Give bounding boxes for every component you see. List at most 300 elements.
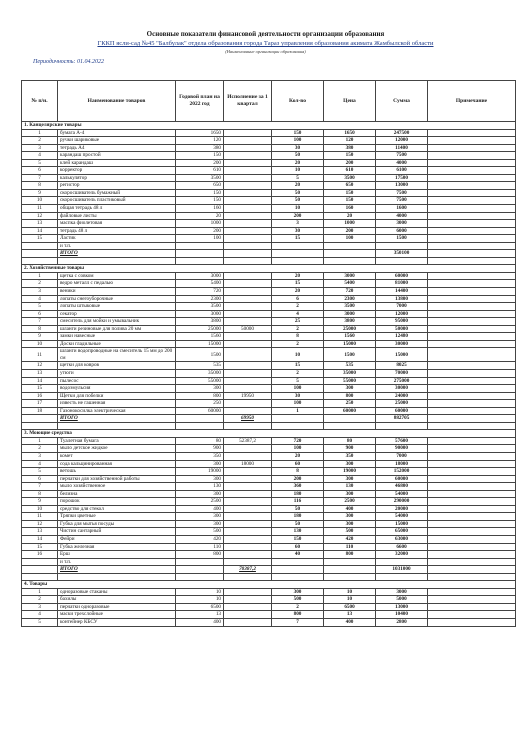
table-cell: 10 bbox=[22, 197, 58, 205]
table-cell: 57600 bbox=[376, 437, 428, 445]
table-cell bbox=[324, 415, 376, 423]
table-cell bbox=[176, 558, 224, 566]
table-cell bbox=[224, 159, 272, 167]
table-cell bbox=[376, 242, 428, 250]
table-cell bbox=[224, 611, 272, 619]
table-cell: 200 bbox=[176, 159, 224, 167]
note-cell bbox=[428, 205, 516, 213]
note-cell bbox=[428, 159, 516, 167]
table-cell: пылесос bbox=[58, 377, 176, 385]
table-cell bbox=[224, 212, 272, 220]
table-cell: лопаты снегоуборочные bbox=[58, 295, 176, 303]
table-cell: 2500 bbox=[324, 498, 376, 506]
note-cell bbox=[428, 619, 516, 627]
table-cell: 54000 bbox=[376, 513, 428, 521]
table-cell: 80 bbox=[324, 437, 376, 445]
note-cell bbox=[428, 318, 516, 326]
table-cell: 25000 bbox=[176, 325, 224, 333]
table-cell bbox=[224, 377, 272, 385]
table-row bbox=[22, 144, 516, 152]
table-cell: 8 bbox=[22, 490, 58, 498]
table-cell bbox=[324, 422, 376, 430]
document-title: Основные показатели финансовой деятельности организации образования bbox=[146, 30, 385, 38]
table-cell: 300 bbox=[324, 520, 376, 528]
note-cell bbox=[428, 611, 516, 619]
table-cell: 1 bbox=[22, 272, 58, 280]
table-cell bbox=[224, 543, 272, 551]
table-cell: 30000 bbox=[376, 340, 428, 348]
table-cell: 2 bbox=[22, 596, 58, 604]
table-row bbox=[22, 588, 516, 596]
table-cell bbox=[272, 422, 324, 430]
table-cell: 81000 bbox=[376, 280, 428, 288]
table-cell: 130 bbox=[272, 528, 324, 536]
table-cell: 2500 bbox=[176, 498, 224, 506]
table-cell: файловые листы bbox=[58, 212, 176, 220]
table-cell: 100 bbox=[272, 445, 324, 453]
table-cell: Ерш bbox=[58, 551, 176, 559]
table-cell: 535 bbox=[176, 362, 224, 370]
table-cell: 110 bbox=[176, 543, 224, 551]
table-cell: 400 bbox=[324, 505, 376, 513]
table-cell: 50 bbox=[272, 505, 324, 513]
table-cell: 1560 bbox=[324, 333, 376, 341]
table-row bbox=[22, 174, 516, 182]
table-cell bbox=[22, 566, 58, 574]
table-cell: 800 bbox=[176, 551, 224, 559]
note-cell bbox=[428, 400, 516, 408]
table-cell: 15 bbox=[22, 235, 58, 243]
table-cell: 500 bbox=[176, 528, 224, 536]
table-cell: одноразовые стаканы bbox=[58, 588, 176, 596]
table-cell: 15 bbox=[22, 543, 58, 551]
table-cell: 15 bbox=[22, 385, 58, 393]
table-row bbox=[22, 288, 516, 296]
table-cell: 152000 bbox=[376, 468, 428, 476]
table-row bbox=[22, 333, 516, 341]
table-cell bbox=[224, 362, 272, 370]
table-cell bbox=[428, 566, 516, 574]
table-cell: 20 bbox=[272, 159, 324, 167]
table-cell: щетка с совком bbox=[58, 272, 176, 280]
table-cell: 350 bbox=[324, 452, 376, 460]
table-cell: Фейри bbox=[58, 535, 176, 543]
table-cell: 3800 bbox=[324, 318, 376, 326]
table-cell bbox=[176, 415, 224, 423]
table-cell: 250 bbox=[324, 400, 376, 408]
note-cell bbox=[428, 212, 516, 220]
table-cell bbox=[224, 235, 272, 243]
table-cell: 1 bbox=[22, 588, 58, 596]
table-cell: контейнер КБСУ bbox=[58, 619, 176, 627]
table-cell: 35000 bbox=[324, 369, 376, 377]
table-cell: 4 bbox=[22, 611, 58, 619]
table-cell bbox=[224, 189, 272, 197]
table-cell: 16 bbox=[22, 551, 58, 559]
table-cell bbox=[224, 303, 272, 311]
table-cell: 800 bbox=[272, 611, 324, 619]
table-row bbox=[22, 272, 516, 280]
table-cell bbox=[224, 348, 272, 362]
table-cell bbox=[22, 250, 58, 258]
table-cell bbox=[376, 573, 428, 581]
note-cell bbox=[428, 452, 516, 460]
table-cell: 300 bbox=[324, 460, 376, 468]
table-cell bbox=[224, 505, 272, 513]
table-row bbox=[22, 152, 516, 160]
table-cell: 70000 bbox=[376, 369, 428, 377]
table-cell: 300 bbox=[176, 385, 224, 393]
table-cell: 1600 bbox=[376, 205, 428, 213]
table-row bbox=[22, 603, 516, 611]
table-cell: 60000 bbox=[176, 407, 224, 415]
table-cell: 18000 bbox=[376, 460, 428, 468]
table-cell: сода кальцинированная bbox=[58, 460, 176, 468]
table-cell: 130 bbox=[176, 483, 224, 491]
table-cell: 6 bbox=[22, 167, 58, 175]
table-cell: 5 bbox=[22, 303, 58, 311]
table-cell: 13 bbox=[176, 611, 224, 619]
table-cell: 19000 bbox=[176, 468, 224, 476]
table-cell: 5 bbox=[22, 619, 58, 627]
note-cell bbox=[428, 505, 516, 513]
table-cell: 14400 bbox=[376, 288, 428, 296]
table-cell bbox=[376, 558, 428, 566]
table-row bbox=[22, 551, 516, 559]
table-cell: 720 bbox=[272, 437, 324, 445]
table-cell: 150 bbox=[324, 197, 376, 205]
table-cell: 12480 bbox=[376, 333, 428, 341]
table-cell: веники bbox=[58, 288, 176, 296]
table-cell bbox=[224, 333, 272, 341]
table-cell: 5 bbox=[22, 159, 58, 167]
table-cell: 160 bbox=[176, 205, 224, 213]
table-row bbox=[22, 220, 516, 228]
table-cell: 3 bbox=[22, 144, 58, 152]
table-cell: 8 bbox=[22, 182, 58, 190]
table-cell: перчатки для хозяйственной работы bbox=[58, 475, 176, 483]
table-cell: комет bbox=[58, 452, 176, 460]
table-cell: замки навесные bbox=[58, 333, 176, 341]
table-cell bbox=[224, 197, 272, 205]
table-cell: 1000 bbox=[324, 220, 376, 228]
table-cell: 300 bbox=[272, 588, 324, 596]
table-cell: 3000 bbox=[176, 272, 224, 280]
table-cell bbox=[224, 490, 272, 498]
table-cell bbox=[224, 280, 272, 288]
table-cell: 20 bbox=[176, 212, 224, 220]
table-cell: 13 bbox=[22, 220, 58, 228]
table-cell: карандаш простой bbox=[58, 152, 176, 160]
table-cell: 20 bbox=[272, 182, 324, 190]
table-cell: 4000 bbox=[376, 212, 428, 220]
table-cell: Газонокосилка электрическая bbox=[58, 407, 176, 415]
table-cell: 20000 bbox=[376, 505, 428, 513]
note-cell bbox=[428, 129, 516, 137]
table-header bbox=[22, 81, 516, 122]
table-cell: 200 bbox=[272, 212, 324, 220]
table-cell: 6 bbox=[272, 295, 324, 303]
table-cell: 14 bbox=[22, 377, 58, 385]
table-cell bbox=[224, 475, 272, 483]
table-row bbox=[22, 310, 516, 318]
table-cell: 50000 bbox=[376, 325, 428, 333]
table-cell bbox=[224, 137, 272, 145]
table-cell: 300 bbox=[324, 513, 376, 521]
table-cell: 30 bbox=[272, 144, 324, 152]
table-cell bbox=[22, 257, 58, 265]
table-cell: 300 bbox=[324, 475, 376, 483]
note-cell bbox=[428, 227, 516, 235]
table-cell bbox=[224, 619, 272, 627]
table-cell: 9 bbox=[22, 333, 58, 341]
table-row bbox=[22, 483, 516, 491]
table-cell: 180 bbox=[272, 513, 324, 521]
total-sum: 350100 bbox=[376, 250, 428, 258]
table-cell: 3000 bbox=[324, 310, 376, 318]
table-cell: Щетки для побелки bbox=[58, 392, 176, 400]
table-cell: 16 bbox=[22, 392, 58, 400]
table-cell bbox=[176, 422, 224, 430]
table-cell: 19000 bbox=[324, 468, 376, 476]
section-title: 4. Товары bbox=[22, 581, 516, 589]
table-cell: 300 bbox=[176, 490, 224, 498]
table-row bbox=[22, 513, 516, 521]
table-cell: 5400 bbox=[324, 280, 376, 288]
table-cell bbox=[224, 205, 272, 213]
table-row bbox=[22, 619, 516, 627]
table-cell: 60 bbox=[272, 460, 324, 468]
note-cell bbox=[428, 362, 516, 370]
table-row bbox=[22, 182, 516, 190]
table-cell: 40 bbox=[272, 551, 324, 559]
table-cell bbox=[224, 520, 272, 528]
note-cell bbox=[428, 189, 516, 197]
table-cell: 3 bbox=[22, 452, 58, 460]
note-cell bbox=[428, 144, 516, 152]
table-cell: Доски гладильные bbox=[58, 340, 176, 348]
table-cell bbox=[272, 415, 324, 423]
table-cell bbox=[272, 558, 324, 566]
table-cell: 4 bbox=[272, 310, 324, 318]
table-row bbox=[22, 528, 516, 536]
table-row bbox=[22, 340, 516, 348]
table-cell bbox=[224, 551, 272, 559]
table-cell: 800 bbox=[324, 551, 376, 559]
table-cell: 10 bbox=[176, 596, 224, 604]
table-cell: 7500 bbox=[376, 197, 428, 205]
table-cell: 300 bbox=[176, 520, 224, 528]
table-cell: 720 bbox=[176, 288, 224, 296]
table-cell bbox=[428, 250, 516, 258]
table-cell: 150 bbox=[176, 197, 224, 205]
table-cell: 20 bbox=[272, 272, 324, 280]
table-row bbox=[22, 498, 516, 506]
table-row bbox=[22, 227, 516, 235]
table-cell bbox=[272, 257, 324, 265]
table-cell: 500 bbox=[272, 596, 324, 604]
table-cell: 7 bbox=[22, 483, 58, 491]
table-cell: 2 bbox=[22, 445, 58, 453]
table-row bbox=[22, 212, 516, 220]
table-cell: 900 bbox=[324, 445, 376, 453]
note-cell bbox=[428, 535, 516, 543]
table-cell bbox=[324, 558, 376, 566]
table-cell bbox=[224, 318, 272, 326]
table-cell: 120 bbox=[176, 137, 224, 145]
section-header bbox=[22, 581, 516, 589]
table-cell bbox=[224, 182, 272, 190]
table-cell bbox=[324, 566, 376, 574]
note-cell bbox=[428, 490, 516, 498]
table-cell: 12 bbox=[22, 212, 58, 220]
table-cell: ведро металл с педалью bbox=[58, 280, 176, 288]
table-cell bbox=[224, 340, 272, 348]
table-cell: ручки шариковые bbox=[58, 137, 176, 145]
total-exec: 69950 bbox=[224, 415, 272, 423]
table-cell: 6500 bbox=[176, 603, 224, 611]
table-cell bbox=[224, 498, 272, 506]
table-cell: 8025 bbox=[376, 362, 428, 370]
table-cell bbox=[428, 415, 516, 423]
table-cell: скоросшиватель бумажный bbox=[58, 189, 176, 197]
table-cell: 18 bbox=[22, 407, 58, 415]
table-cell: 8 bbox=[272, 468, 324, 476]
organization-name: ГККП ясли-сад №45 "Балбулак" отдела образования города Тараз управления образования акимата Жамбылской области bbox=[97, 40, 434, 47]
table-cell: 290000 bbox=[376, 498, 428, 506]
table-cell: смеситель для мойки и умывальник bbox=[58, 318, 176, 326]
table-cell: 116 bbox=[272, 498, 324, 506]
table-cell: 5 bbox=[272, 174, 324, 182]
table-cell bbox=[176, 573, 224, 581]
note-cell bbox=[428, 513, 516, 521]
column-header: Цена bbox=[324, 81, 376, 122]
table-cell: 30 bbox=[272, 227, 324, 235]
table-cell bbox=[224, 144, 272, 152]
table-cell bbox=[58, 573, 176, 581]
table-row bbox=[22, 437, 516, 445]
table-cell: 54000 bbox=[376, 490, 428, 498]
table-cell: 3000 bbox=[376, 588, 428, 596]
column-header: Наименование товаров bbox=[58, 81, 176, 122]
table-cell: известь не гашенная bbox=[58, 400, 176, 408]
table-cell: 1 bbox=[22, 437, 58, 445]
table-cell: белизна bbox=[58, 490, 176, 498]
table-cell: и т.п. bbox=[58, 558, 176, 566]
table-cell bbox=[224, 288, 272, 296]
table-cell: 17 bbox=[22, 400, 58, 408]
table-cell: 275000 bbox=[376, 377, 428, 385]
note-cell bbox=[428, 475, 516, 483]
table-cell: 380 bbox=[176, 144, 224, 152]
table-cell: 535 bbox=[324, 362, 376, 370]
table-cell bbox=[224, 558, 272, 566]
table-cell: 12000 bbox=[376, 310, 428, 318]
table-cell bbox=[428, 422, 516, 430]
table-cell: 1500 bbox=[176, 348, 224, 362]
table-row bbox=[22, 137, 516, 145]
table-cell bbox=[224, 220, 272, 228]
table-cell: Губка для мытья посуды bbox=[58, 520, 176, 528]
table-cell: 3 bbox=[272, 220, 324, 228]
table-cell bbox=[224, 596, 272, 604]
table-cell: 6100 bbox=[376, 167, 428, 175]
table-cell bbox=[176, 250, 224, 258]
note-cell bbox=[428, 498, 516, 506]
table-cell: 1000 bbox=[176, 220, 224, 228]
table-cell: водоэмульсия bbox=[58, 385, 176, 393]
table-cell: 25000 bbox=[376, 400, 428, 408]
note-cell bbox=[428, 551, 516, 559]
note-cell bbox=[428, 369, 516, 377]
table-cell: 80 bbox=[176, 437, 224, 445]
table-cell: 150 bbox=[176, 152, 224, 160]
table-cell bbox=[224, 603, 272, 611]
table-cell: бумага А-4 bbox=[58, 129, 176, 137]
note-cell bbox=[428, 235, 516, 243]
table-cell: 50000 bbox=[224, 325, 272, 333]
table-cell: 380 bbox=[324, 144, 376, 152]
table-cell: 720 bbox=[324, 288, 376, 296]
table-cell: 19950 bbox=[224, 392, 272, 400]
table-row bbox=[22, 189, 516, 197]
table-cell: 15 bbox=[272, 235, 324, 243]
table-cell: 6600 bbox=[376, 543, 428, 551]
table-cell: 110 bbox=[324, 543, 376, 551]
period-label: Периодичность: 01.04.2022 bbox=[33, 59, 105, 65]
table-cell bbox=[22, 415, 58, 423]
table-cell: 2 bbox=[272, 369, 324, 377]
table-cell bbox=[224, 483, 272, 491]
table-cell: 120 bbox=[324, 137, 376, 145]
table-cell: 35000 bbox=[176, 369, 224, 377]
table-cell: 2300 bbox=[176, 295, 224, 303]
table-cell: 3500 bbox=[324, 174, 376, 182]
total-sum: 1031000 bbox=[376, 566, 428, 574]
note-cell bbox=[428, 197, 516, 205]
table-cell bbox=[376, 257, 428, 265]
table-cell bbox=[324, 242, 376, 250]
table-cell: 10 bbox=[22, 340, 58, 348]
table-cell: 13000 bbox=[376, 182, 428, 190]
table-cell: Ластик bbox=[58, 235, 176, 243]
table-cell: 100 bbox=[272, 137, 324, 145]
table-cell: 7 bbox=[22, 318, 58, 326]
table-cell: 11400 bbox=[376, 144, 428, 152]
table-cell: Губка железная bbox=[58, 543, 176, 551]
table-cell: 10 bbox=[272, 348, 324, 362]
column-header: № п/н. bbox=[22, 81, 58, 122]
total-exec bbox=[224, 250, 272, 258]
table-row bbox=[22, 318, 516, 326]
section-header bbox=[22, 430, 516, 438]
table-cell: 160 bbox=[324, 205, 376, 213]
table-cell: 400 bbox=[324, 619, 376, 627]
table-cell: 900 bbox=[176, 445, 224, 453]
note-cell bbox=[428, 174, 516, 182]
table-row bbox=[22, 235, 516, 243]
table-cell: перчатки одноразовые bbox=[58, 603, 176, 611]
table-cell: регистор bbox=[58, 182, 176, 190]
table-cell: тетрадь 48 л bbox=[58, 227, 176, 235]
table-cell bbox=[176, 566, 224, 574]
table-cell: 50 bbox=[272, 197, 324, 205]
table-cell: 1500 bbox=[376, 235, 428, 243]
table-row bbox=[22, 460, 516, 468]
table-cell: 30000 bbox=[376, 385, 428, 393]
table-cell: 10 bbox=[22, 505, 58, 513]
table-row bbox=[22, 377, 516, 385]
